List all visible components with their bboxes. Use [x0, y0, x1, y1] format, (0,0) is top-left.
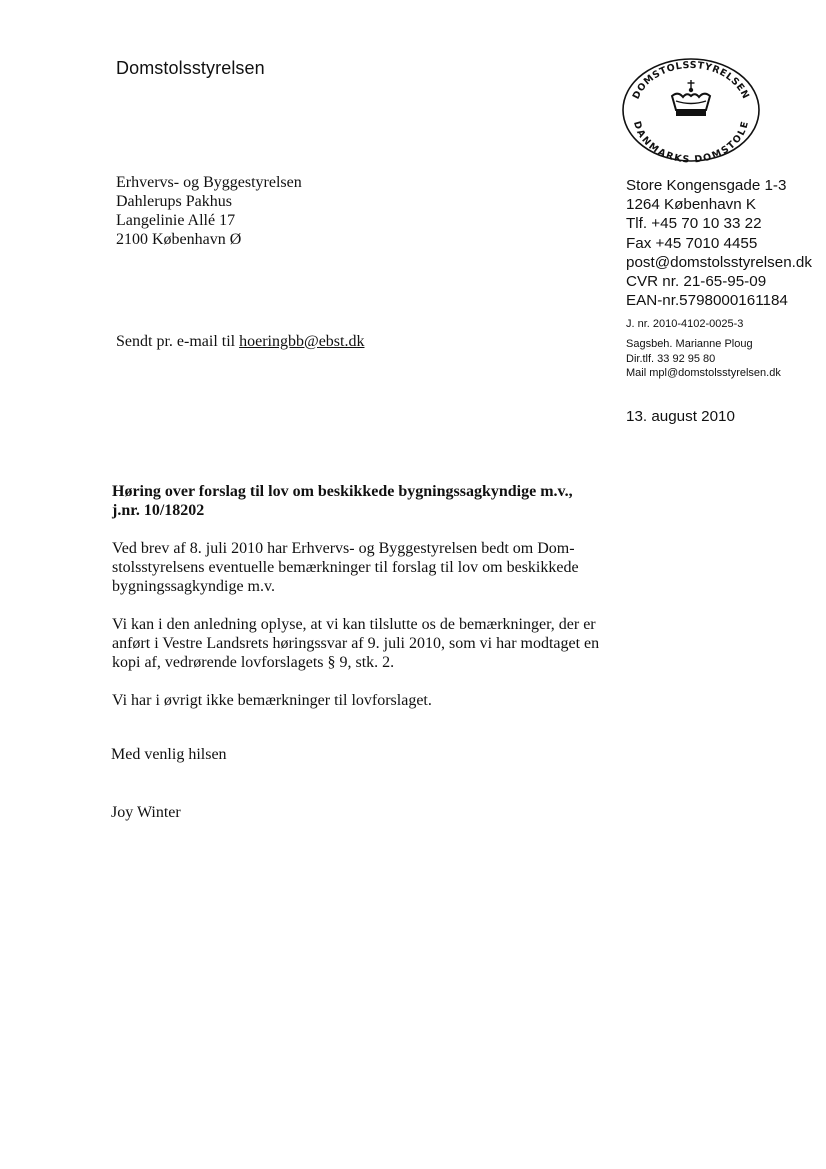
sent-by-email-line — [116, 333, 364, 351]
body-paragraph — [112, 691, 642, 710]
signature-name: Joy Winter — [111, 804, 181, 821]
direct-phone: Dir.tlf. 33 92 95 80 — [626, 352, 716, 365]
sender-address — [626, 176, 812, 310]
paragraph-line: anført i Vestre Landsrets høringssvar af 9. juli 2010, som vi har modtaget en — [112, 635, 600, 652]
seal-graphic — [620, 56, 762, 164]
case-info — [626, 317, 781, 381]
body-paragraph — [112, 615, 642, 672]
sender-ean: EAN-nr.5798000161184 — [626, 292, 788, 310]
crown-icon — [672, 80, 710, 116]
subject-line: j.nr. 10/18202 — [112, 502, 205, 519]
paragraph-line: bygningssagkyndige m.v. — [112, 578, 275, 595]
recipient-line: 2100 København Ø — [116, 231, 242, 248]
organization-name: Domstolsstyrelsen — [116, 58, 265, 78]
recipient-line: Langelinie Allé 17 — [116, 212, 236, 229]
recipient-address — [116, 173, 302, 249]
sender-phone: Tlf. +45 70 10 33 22 — [626, 215, 762, 233]
recipient-email-link[interactable]: hoeringbb@ebst.dk — [239, 333, 365, 350]
sender-email: post@domstolsstyrelsen.dk — [626, 253, 812, 271]
sender-city: 1264 København K — [626, 196, 757, 214]
paragraph-line: Ved brev af 8. juli 2010 har Erhvervs- og Byggestyrelsen bedt om Dom- — [112, 540, 575, 557]
recipient-line: Dahlerups Pakhus — [116, 193, 232, 210]
closing-salutation: Med venlig hilsen — [111, 746, 227, 763]
letter-subject — [112, 482, 632, 520]
sender-fax: Fax +45 7010 4455 — [626, 234, 758, 252]
seal-bottom-text: DANMARKS DOMSTOLE — [630, 119, 752, 164]
subject-line: Høring over forslag til lov om beskikkede bygningssagkyndige m.v., — [112, 483, 573, 500]
sender-street: Store Kongensgade 1-3 — [626, 177, 787, 194]
journal-number: J. nr. 2010-4102-0025-3 — [626, 318, 744, 330]
seal-top-text: DOMSTOLSSTYRELSEN — [630, 59, 752, 102]
sender-cvr: CVR nr. 21-65-95-09 — [626, 273, 767, 291]
paragraph-line: Vi kan i den anledning oplyse, at vi kan tilslutte os de bemærkninger, der er — [112, 616, 596, 633]
case-handler: Sagsbeh. Marianne Ploug — [626, 338, 753, 351]
paragraph-line: Vi har i øvrigt ikke bemærkninger til lovforslaget. — [112, 692, 432, 709]
sent-prefix: Sendt pr. e-mail til — [116, 333, 240, 350]
paragraph-line: kopi af, vedrørende lovforslagets § 9, stk. 2. — [112, 654, 395, 671]
letter-date: 13. august 2010 — [626, 408, 735, 425]
court-seal — [620, 56, 762, 164]
body-paragraph — [112, 539, 642, 596]
recipient-line: Erhvervs- og Byggestyrelsen — [116, 174, 302, 191]
handler-email: Mail mpl@domstolsstyrelsen.dk — [626, 367, 781, 380]
paragraph-line: stolsstyrelsens eventuelle bemærkninger til forslag til lov om beskikkede — [112, 559, 579, 576]
